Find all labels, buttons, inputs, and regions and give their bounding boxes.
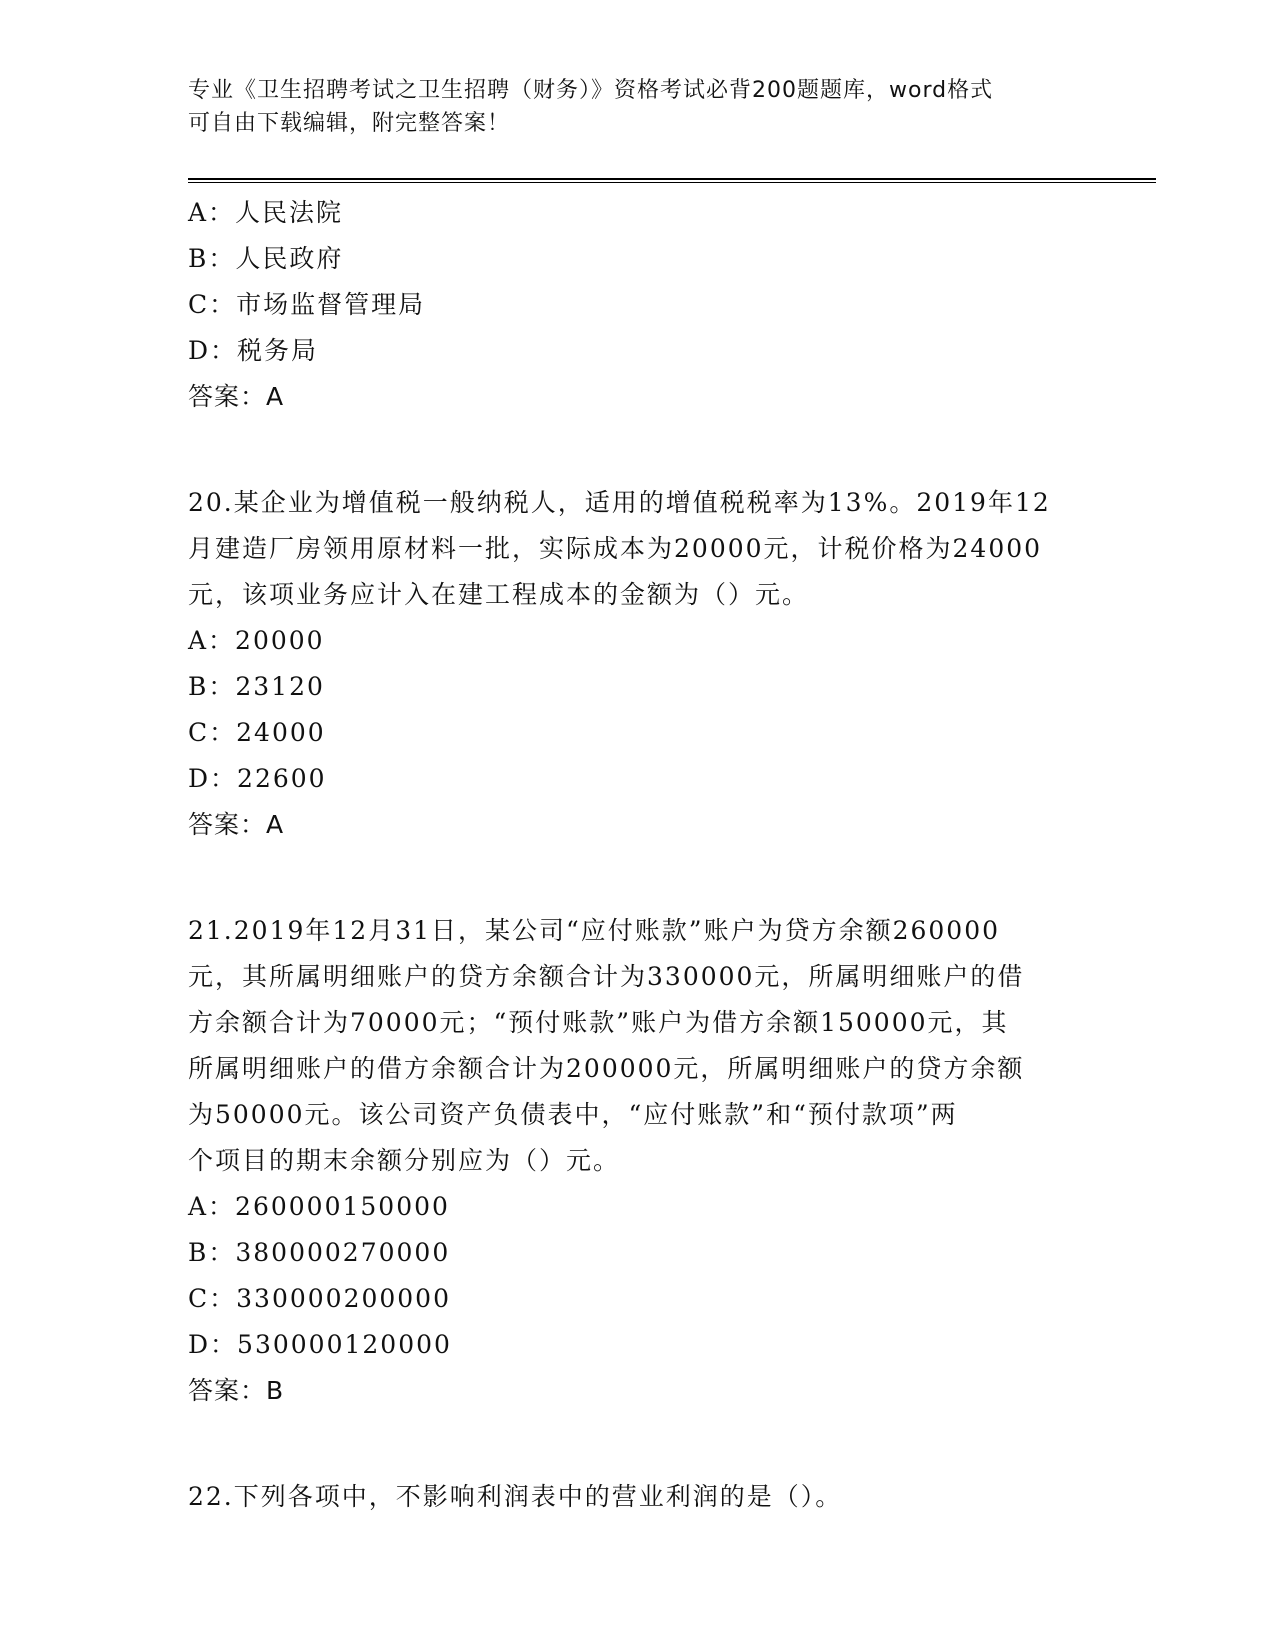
question-21 — [188, 908, 1088, 1414]
option-d: D：税务局 — [188, 336, 319, 365]
question-text-line: 元，该项业务应计入在建工程成本的金额为（）元。 — [188, 580, 810, 609]
question-list — [188, 190, 1088, 1520]
option-c: C：24000 — [188, 718, 326, 747]
option-c: C：市场监督管理局 — [188, 290, 426, 319]
option-d: D：22600 — [188, 764, 327, 793]
option-b: B：380000270000 — [188, 1238, 451, 1267]
option-c: C：330000200000 — [188, 1284, 451, 1313]
question-text-line: 个项目的期末余额分别应为（）元。 — [188, 1146, 621, 1175]
option-a: A：人民法院 — [188, 198, 344, 227]
question-19 — [188, 190, 1088, 420]
question-22 — [188, 1474, 1088, 1520]
question-20 — [188, 480, 1088, 848]
question-text-line: 20.某企业为增值税一般纳税人，适用的增值税税率为13%。2019年12 — [188, 488, 1051, 517]
question-text-line: 21.2019年12月31日，某公司“应付账款”账户为贷方余额260000 — [188, 916, 1001, 945]
header-line-2: 可自由下载编辑，附完整答案！ — [188, 111, 511, 136]
question-text-line: 22.下列各项中，不影响利润表中的营业利润的是（）。 — [188, 1482, 843, 1511]
answer: 答案：A — [188, 810, 285, 839]
option-b: B：人民政府 — [188, 244, 344, 273]
question-text-line: 为50000元。该公司资产负债表中，“应付账款”和“预付款项”两 — [188, 1100, 958, 1129]
option-b: B：23120 — [188, 672, 325, 701]
question-text-line: 所属明细账户的借方余额合计为200000元，所属明细账户的贷方余额 — [188, 1054, 1025, 1083]
option-a: A：20000 — [188, 626, 325, 655]
option-a: A：260000150000 — [188, 1192, 450, 1221]
option-d: D：530000120000 — [188, 1330, 452, 1359]
question-text-line: 元，其所属明细账户的贷方余额合计为330000元，所属明细账户的借 — [188, 962, 1025, 991]
header-divider — [188, 178, 1156, 183]
answer: 答案：B — [188, 1376, 285, 1405]
document-header — [188, 74, 1068, 140]
question-text-line: 方余额合计为70000元；“预付账款”账户为借方余额150000元，其 — [188, 1008, 1009, 1037]
question-text-line: 月建造厂房领用原材料一批，实际成本为20000元，计税价格为24000 — [188, 534, 1043, 563]
header-line-1: 专业《卫生招聘考试之卫生招聘（财务）》资格考试必背200题题库，word格式 — [188, 78, 994, 103]
answer: 答案：A — [188, 382, 285, 411]
